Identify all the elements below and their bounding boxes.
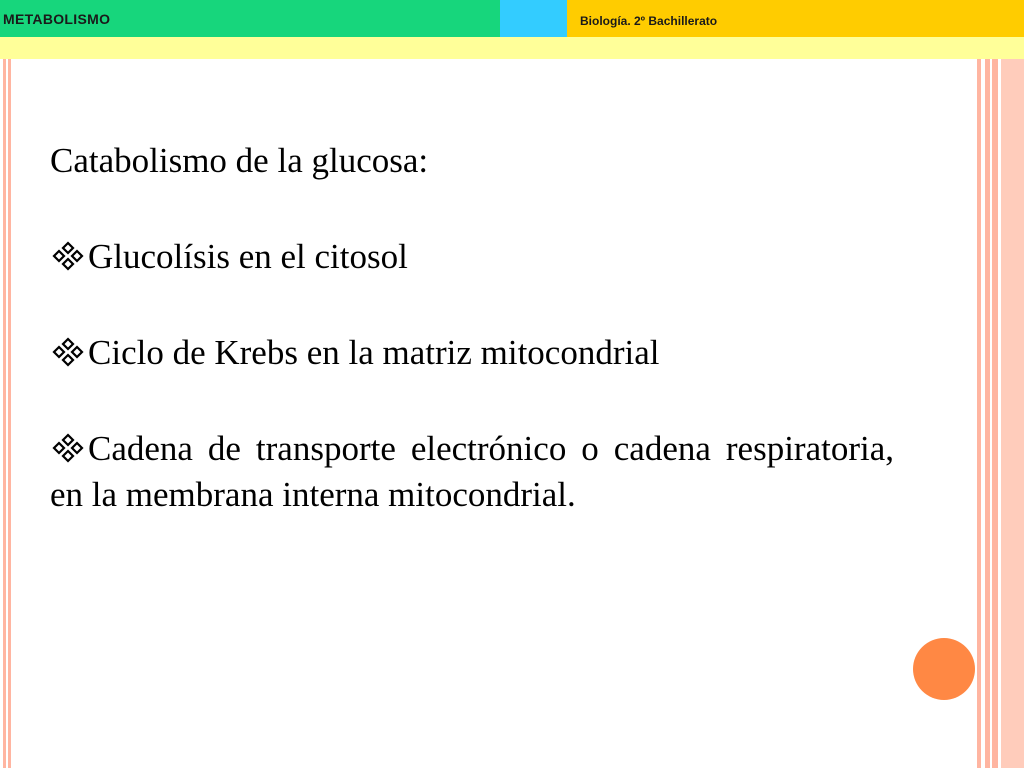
- left-stripe: [3, 59, 6, 768]
- slide-content: [50, 138, 894, 568]
- bullet-item: [50, 330, 894, 376]
- bullet-item: [50, 426, 894, 518]
- bullet-text: Ciclo de Krebs en la matriz mitocondrial: [88, 333, 660, 372]
- four-diamond-icon: [50, 241, 88, 271]
- right-stripe: [977, 59, 981, 768]
- four-diamond-icon: [50, 337, 88, 367]
- bullet-text: Cadena de transporte electrónico o cadena respiratoria, en la membrana interna mitocondrial.: [50, 429, 894, 514]
- orange-circle-decoration: [913, 638, 975, 700]
- right-stripe: [992, 59, 998, 768]
- bullet-item: [50, 234, 894, 280]
- right-stripe: [1001, 59, 1024, 768]
- header-subject-title: METABOLISMO: [3, 11, 111, 27]
- left-stripe: [8, 59, 11, 768]
- slide-heading: Catabolismo de la glucosa:: [50, 141, 429, 180]
- bullet-text: Glucolísis en el citosol: [88, 237, 408, 276]
- header-cyan-band: [500, 0, 567, 37]
- header-course-title: Biología. 2º Bachillerato: [580, 14, 718, 28]
- right-stripe: [985, 59, 990, 768]
- four-diamond-icon: [50, 433, 88, 463]
- header-yellow-strip: [0, 37, 1024, 59]
